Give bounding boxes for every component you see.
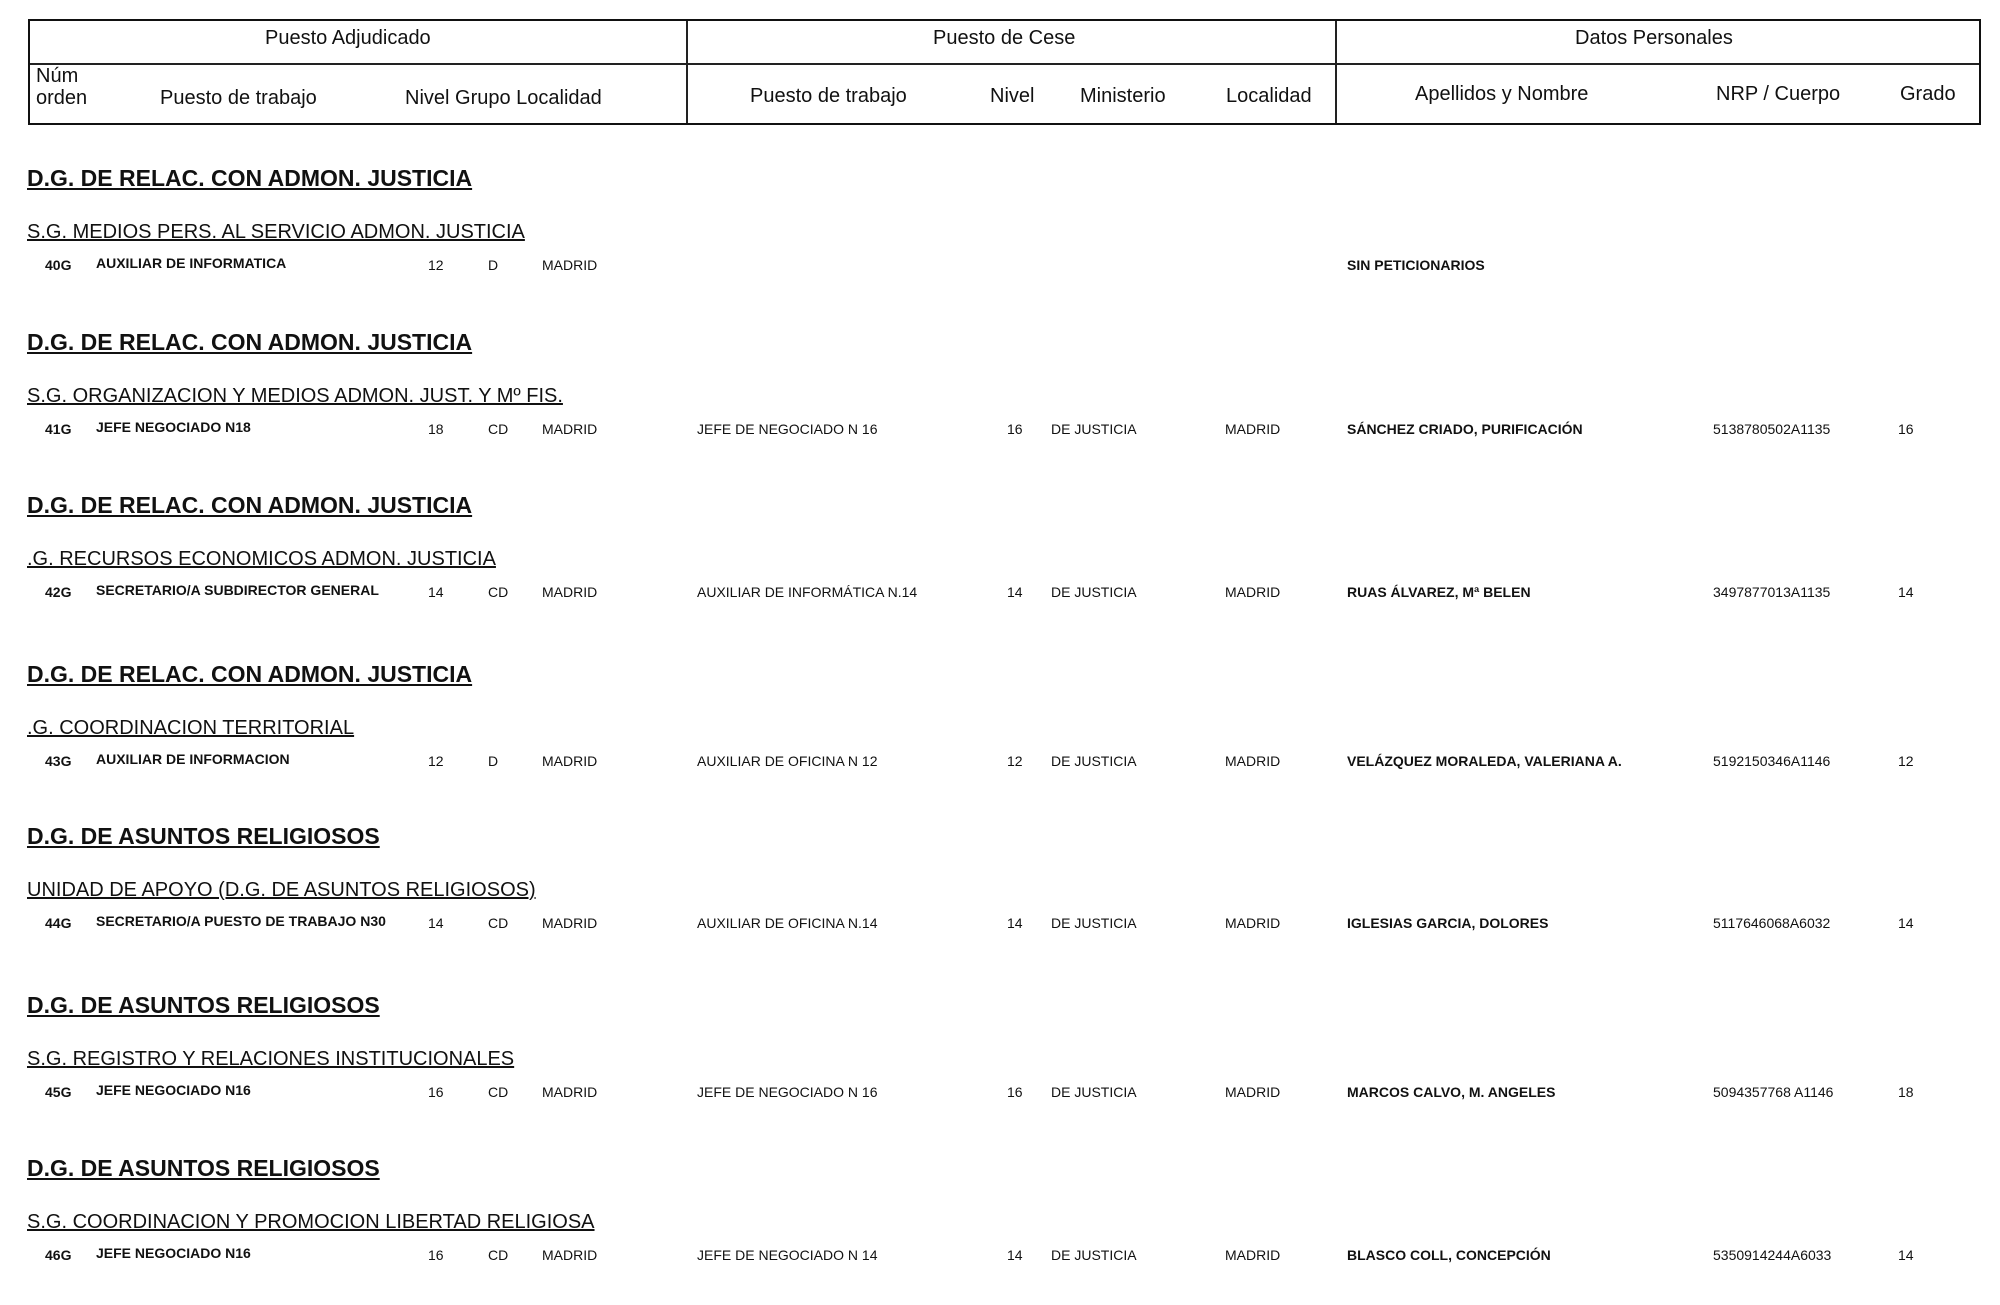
- row-nrp: 3497877013A1135: [1713, 584, 1831, 600]
- col-adj-nivel-grupo-localidad: Nivel Grupo Localidad: [405, 87, 602, 109]
- row-cese-puesto: AUXILIAR DE INFORMÁTICA N.14: [697, 584, 918, 600]
- row-grupo: CD: [488, 584, 509, 600]
- dg-heading: D.G. DE RELAC. CON ADMON. JUSTICIA: [27, 329, 473, 355]
- row-nombre: SÁNCHEZ CRIADO, PURIFICACIÓN: [1347, 421, 1583, 437]
- row-grado: 18: [1898, 1084, 1914, 1100]
- sg-heading: S.G. REGISTRO Y RELACIONES INSTITUCIONALES: [27, 1048, 515, 1070]
- header-divider: [30, 63, 1979, 65]
- col-cese-nivel: Nivel: [990, 85, 1035, 107]
- row-nombre: SIN PETICIONARIOS: [1347, 257, 1485, 273]
- sg-heading: S.G. COORDINACION Y PROMOCION LIBERTAD RELIGIOSA: [27, 1211, 595, 1233]
- dg-heading: D.G. DE ASUNTOS RELIGIOSOS: [27, 1155, 380, 1181]
- row-orden: 40G: [45, 257, 72, 273]
- row-grado: 12: [1898, 753, 1914, 769]
- row-cese-localidad: MADRID: [1225, 1247, 1281, 1263]
- row-nrp: 5117646068A6032: [1713, 915, 1831, 931]
- dg-heading: D.G. DE RELAC. CON ADMON. JUSTICIA: [27, 661, 473, 687]
- record-block: [0, 661, 2000, 811]
- table-header: [28, 19, 1981, 125]
- col-grado: Grado: [1900, 83, 1956, 105]
- row-localidad: MADRID: [542, 753, 598, 769]
- row-grado: 16: [1898, 421, 1914, 437]
- row-puesto: JEFE NEGOCIADO N18: [96, 419, 251, 435]
- sg-heading: .G. RECURSOS ECONOMICOS ADMON. JUSTICIA: [27, 548, 496, 570]
- row-cese-nivel: 12: [1007, 753, 1023, 769]
- col-nrp: NRP / Cuerpo: [1716, 83, 1841, 105]
- col-num: Núm: [36, 65, 79, 87]
- row-orden: 43G: [45, 753, 72, 769]
- row-cese-localidad: MADRID: [1225, 753, 1281, 769]
- row-nivel: 12: [428, 753, 444, 769]
- row-nivel: 18: [428, 421, 444, 437]
- col-apellidos: Apellidos y Nombre: [1415, 83, 1589, 105]
- sg-heading: S.G. ORGANIZACION Y MEDIOS ADMON. JUST. Y Mº FIS.: [27, 385, 563, 407]
- group-datos-personales: Datos Personales: [1575, 27, 1733, 49]
- row-grado: 14: [1898, 1247, 1914, 1263]
- row-localidad: MADRID: [542, 1084, 598, 1100]
- sg-heading: UNIDAD DE APOYO (D.G. DE ASUNTOS RELIGIOSOS): [27, 879, 536, 901]
- row-nivel: 16: [428, 1084, 444, 1100]
- record-block: [0, 165, 2000, 315]
- row-ministerio: DE JUSTICIA: [1051, 1247, 1137, 1263]
- row-cese-localidad: MADRID: [1225, 421, 1281, 437]
- group-puesto-cese: Puesto de Cese: [933, 27, 1076, 49]
- row-localidad: MADRID: [542, 915, 598, 931]
- col-ministerio: Ministerio: [1080, 85, 1166, 107]
- row-puesto: JEFE NEGOCIADO N16: [96, 1082, 251, 1098]
- row-cese-puesto: AUXILIAR DE OFICINA N 12: [697, 753, 878, 769]
- row-nrp: 5138780502A1135: [1713, 421, 1831, 437]
- dg-heading: D.G. DE RELAC. CON ADMON. JUSTICIA: [27, 165, 473, 191]
- row-nivel: 12: [428, 257, 444, 273]
- row-nivel: 14: [428, 584, 444, 600]
- row-orden: 41G: [45, 421, 72, 437]
- row-puesto: SECRETARIO/A SUBDIRECTOR GENERAL: [96, 582, 379, 598]
- row-nombre: IGLESIAS GARCIA, DOLORES: [1347, 915, 1549, 931]
- row-cese-puesto: AUXILIAR DE OFICINA N.14: [697, 915, 878, 931]
- row-cese-localidad: MADRID: [1225, 584, 1281, 600]
- row-localidad: MADRID: [542, 257, 598, 273]
- row-cese-nivel: 14: [1007, 1247, 1023, 1263]
- col-adj-puesto: Puesto de trabajo: [160, 87, 317, 109]
- row-nivel: 16: [428, 1247, 444, 1263]
- row-nombre: BLASCO COLL, CONCEPCIÓN: [1347, 1247, 1551, 1263]
- row-cese-nivel: 16: [1007, 421, 1023, 437]
- row-orden: 45G: [45, 1084, 72, 1100]
- row-grupo: D: [488, 753, 499, 769]
- row-localidad: MADRID: [542, 584, 598, 600]
- record-block: [0, 992, 2000, 1142]
- dg-heading: D.G. DE RELAC. CON ADMON. JUSTICIA: [27, 492, 473, 518]
- row-cese-nivel: 14: [1007, 915, 1023, 931]
- row-cese-puesto: JEFE DE NEGOCIADO N 14: [697, 1247, 878, 1263]
- row-nombre: MARCOS CALVO, M. ANGELES: [1347, 1084, 1556, 1100]
- col-cese-puesto: Puesto de trabajo: [750, 85, 907, 107]
- row-puesto: AUXILIAR DE INFORMACION: [96, 751, 290, 767]
- row-ministerio: DE JUSTICIA: [1051, 753, 1137, 769]
- row-grupo: CD: [488, 915, 509, 931]
- col-orden: orden: [36, 87, 88, 109]
- row-grupo: CD: [488, 421, 509, 437]
- row-orden: 42G: [45, 584, 72, 600]
- dg-heading: D.G. DE ASUNTOS RELIGIOSOS: [27, 992, 380, 1018]
- record-block: [0, 823, 2000, 973]
- col-cese-localidad: Localidad: [1226, 85, 1312, 107]
- row-cese-nivel: 16: [1007, 1084, 1023, 1100]
- row-ministerio: DE JUSTICIA: [1051, 915, 1137, 931]
- row-nrp: 5192150346A1146: [1713, 753, 1831, 769]
- row-nombre: RUAS ÁLVAREZ, Mª BELEN: [1347, 584, 1531, 600]
- row-ministerio: DE JUSTICIA: [1051, 1084, 1137, 1100]
- row-grupo: CD: [488, 1247, 509, 1263]
- record-block: [0, 492, 2000, 642]
- sg-heading: .G. COORDINACION TERRITORIAL: [27, 717, 355, 739]
- row-cese-nivel: 14: [1007, 584, 1023, 600]
- row-cese-puesto: JEFE DE NEGOCIADO N 16: [697, 1084, 878, 1100]
- row-ministerio: DE JUSTICIA: [1051, 421, 1137, 437]
- column-divider: [686, 21, 688, 123]
- row-nivel: 14: [428, 915, 444, 931]
- row-orden: 44G: [45, 915, 72, 931]
- row-grado: 14: [1898, 584, 1914, 600]
- row-nrp: 5350914244A6033: [1713, 1247, 1832, 1263]
- row-puesto: JEFE NEGOCIADO N16: [96, 1245, 251, 1261]
- row-localidad: MADRID: [542, 421, 598, 437]
- row-cese-localidad: MADRID: [1225, 1084, 1281, 1100]
- row-cese-localidad: MADRID: [1225, 915, 1281, 931]
- row-cese-puesto: JEFE DE NEGOCIADO N 16: [697, 421, 878, 437]
- row-nombre: VELÁZQUEZ MORALEDA, VALERIANA A.: [1347, 753, 1622, 769]
- row-nrp: 5094357768 A1146: [1713, 1084, 1834, 1100]
- row-puesto: AUXILIAR DE INFORMATICA: [96, 255, 287, 271]
- group-puesto-adjudicado: Puesto Adjudicado: [265, 27, 431, 49]
- row-grado: 14: [1898, 915, 1914, 931]
- row-puesto: SECRETARIO/A PUESTO DE TRABAJO N30: [96, 913, 386, 929]
- record-block: [0, 1155, 2000, 1305]
- sg-heading: S.G. MEDIOS PERS. AL SERVICIO ADMON. JUSTICIA: [27, 221, 525, 243]
- row-ministerio: DE JUSTICIA: [1051, 584, 1137, 600]
- column-divider: [1335, 21, 1337, 123]
- row-localidad: MADRID: [542, 1247, 598, 1263]
- row-orden: 46G: [45, 1247, 72, 1263]
- row-grupo: D: [488, 257, 499, 273]
- dg-heading: D.G. DE ASUNTOS RELIGIOSOS: [27, 823, 380, 849]
- row-grupo: CD: [488, 1084, 509, 1100]
- record-block: [0, 329, 2000, 479]
